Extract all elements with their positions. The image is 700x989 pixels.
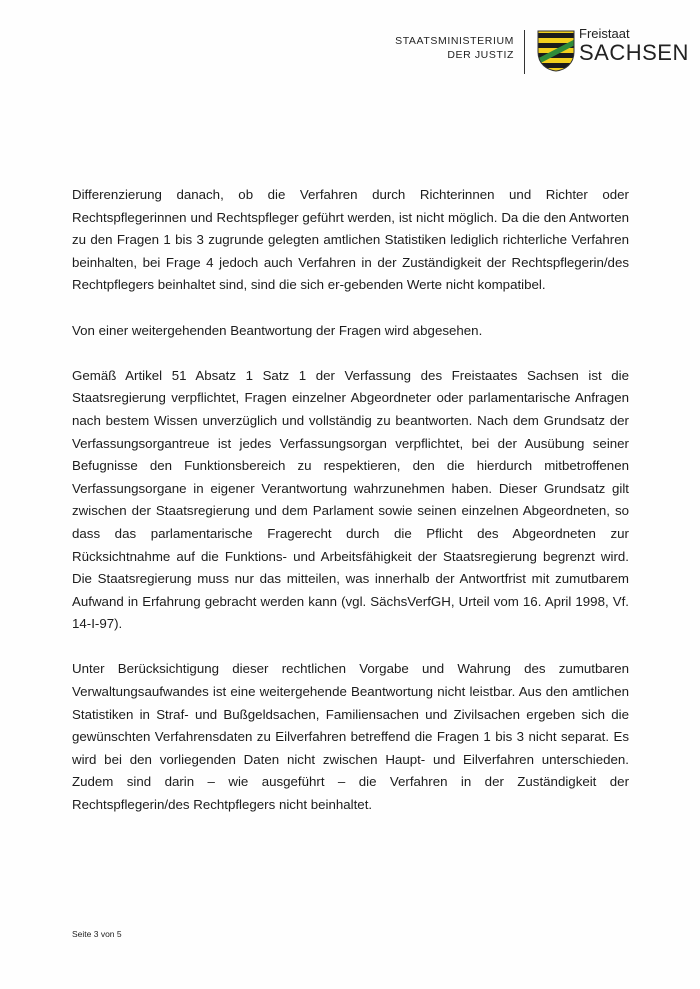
body-text [72, 184, 629, 839]
paragraph-4: Unter Berücksichtigung dieser rechtlichen Vorgabe und Wahrung des zumutbaren Verwaltungsaufwandes ist eine weitergehende Beantwortung nicht leistbar. Aus den amtlichen Statistiken in Straf- und Bußgeldsachen, Familiensachen und Zivilsachen ergeben sich die gewünschten Verfahrensdaten zu Eilverfahren betreffend die Fragen 1 bis 3 nicht separat. Es wird bei den vorliegenden Daten nicht zwischen Haupt- und Eilverfahren unterschieden. Zudem sind darin – wie ausgeführt – die Verfahren in der Zuständigkeit der Rechtspflegerin/des Rechtpflegers nicht beinhaltet. [72, 661, 629, 813]
ministry-line-1: STAATSMINISTERIUM [395, 35, 514, 47]
ministry-name [395, 34, 514, 62]
ministry-line-2: DER JUSTIZ [447, 49, 514, 61]
paragraph-3: Gemäß Artikel 51 Absatz 1 Satz 1 der Verfassung des Freistaates Sachsen ist die Staatsregierung verpflichtet, Fragen einzelner Abgeordneter oder parlamentarische Anfragen nach bestem Wissen unverzüglich und vollständig zu beantworten. Nach dem Grundsatz der Verfassungsorgantreue ist jedes Verfassungsorgan verpflichtet, bei der Ausübung seiner Befugnisse den Funktionsbereich zu respektieren, den die hierdurch mitbetroffenen Verfassungsorgane in eigener Verantwortung wahrzunehmen haben. Dieser Grundsatz gilt zwischen der Staatsregierung und dem Parlament sowie seinen einzelnen Abgeordneten, so dass das parlamentarische Fragerecht durch die Pflicht des Abgeordneten zur Rücksichtnahme auf die Funktions- und Arbeitsfähigkeit der Staatsregierung begrenzt wird. Die Staatsregierung muss nur das mitteilen, was innerhalb der Antwortfrist mit zumutbarem Aufwand in Erfahrung gebracht werden kann (vgl. SächsVerfGH, Urteil vom 16. April 1998, Vf. 14-I-97). [72, 367, 629, 632]
paragraph-2: Von einer weitergehenden Beantwortung der Fragen wird abgesehen. [72, 322, 483, 338]
saxony-coat-of-arms-icon [537, 30, 575, 72]
brand-big: SACHSEN [579, 40, 689, 65]
header-divider [524, 30, 525, 74]
paragraph-1: Differenzierung danach, ob die Verfahren durch Richterinnen und Richter oder Rechtspflegerinnen und Rechtspfleger geführt werden, ist nicht möglich. Da die den Antworten zu den Fragen 1 bis 3 zugrunde gelegten amtlichen Statistiken lediglich richterliche Verfahren beinhalten, bei Frage 4 jedoch auch Verfahren in der Zuständigkeit der Rechtspflegerin/des Rechtpflegers beinhaltet sind, sind die sich er-gebenden Werte nicht kompatibel. [72, 187, 629, 293]
brand-small: Freistaat [579, 26, 630, 41]
brand-wordmark [579, 26, 689, 65]
page-number: Seite 3 von 5 [72, 929, 122, 939]
